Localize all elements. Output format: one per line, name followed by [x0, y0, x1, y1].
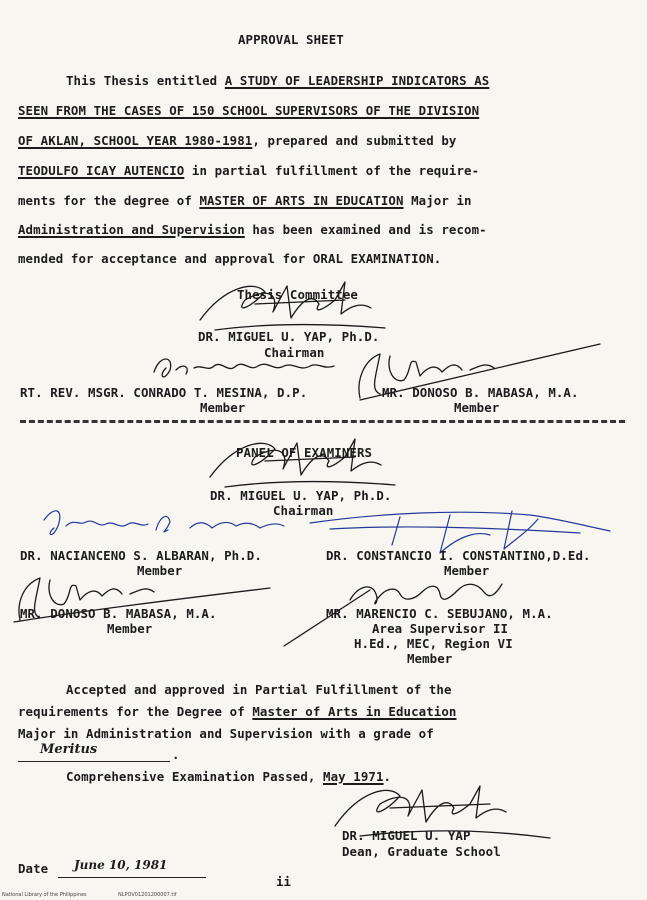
- signature-yap-2: [205, 435, 405, 495]
- committee-chair-name: DR. MIGUEL U. YAP, Ph.D.: [198, 329, 380, 344]
- intro-line-1: This Thesis entitled A STUDY OF LEADERSHIP INDICATORS AS: [66, 73, 490, 88]
- grade-value: Meritus: [40, 742, 98, 757]
- section-divider: [20, 420, 625, 423]
- degree-name: MASTER OF ARTS IN EDUCATION: [199, 193, 404, 208]
- author-name: TEODULFO ICAY AUTENCIO: [18, 163, 185, 178]
- exam-passed-line: Comprehensive Examination Passed, May 1971.: [66, 769, 392, 784]
- dean-role: Dean, Graduate School: [342, 844, 501, 859]
- signature-albaran: [40, 500, 300, 545]
- panel-member-3-name: MR. DONOSO B. MABASA, M.A.: [20, 606, 217, 621]
- grade-period: .: [172, 747, 180, 762]
- intro-line-6: Administration and Supervision has been examined and is recom-: [18, 222, 487, 237]
- committee-member-2-name: MR. DONOSO B. MABASA, M.A.: [382, 385, 579, 400]
- acceptance-line-1: Accepted and approved in Partial Fulfillment of the: [66, 682, 452, 697]
- acceptance-line-2: requirements for the Degree of Master of Arts in Education: [18, 704, 457, 719]
- panel-member-4-name: MR. MARENCIO C. SEBUJANO, M.A.: [326, 606, 553, 621]
- panel-member-1-name: DR. NACIANCENO S. ALBARAN, Ph.D.: [20, 548, 262, 563]
- footer-filename: NLPOV01201200007.tif: [118, 892, 177, 898]
- intro-line-5: ments for the degree of MASTER OF ARTS IN EDUCATION Major in: [18, 193, 472, 208]
- panel-member-4-title-2: H.Ed., MEC, Region VI: [354, 636, 513, 651]
- thesis-title: A STUDY OF LEADERSHIP INDICATORS AS: [224, 73, 490, 88]
- panel-heading: PANEL OF EXAMINERS: [236, 445, 373, 460]
- panel-member-4-title-1: Area Supervisor II: [372, 621, 509, 636]
- panel-member-3-role: Member: [107, 621, 153, 636]
- page-number: ii: [276, 874, 292, 889]
- panel-member-4-role: Member: [407, 651, 453, 666]
- exam-date: May 1971: [323, 769, 384, 784]
- major-name: Administration and Supervision: [18, 222, 245, 237]
- date-label: Date: [18, 861, 49, 876]
- signature-mesina: [150, 350, 350, 390]
- committee-member-2-role: Member: [454, 400, 500, 415]
- committee-member-1-role: Member: [200, 400, 246, 415]
- committee-member-1-name: RT. REV. MSGR. CONRADO T. MESINA, D.P.: [20, 385, 308, 400]
- panel-member-2-name: DR. CONSTANCIO I. CONSTANTINO,D.Ed.: [326, 548, 591, 563]
- footer-source: National Library of the Philippines: [2, 892, 87, 898]
- panel-chair-name: DR. MIGUEL U. YAP, Ph.D.: [210, 488, 392, 503]
- committee-chair-role: Chairman: [264, 345, 325, 360]
- dean-name: DR. MIGUEL U. YAP: [342, 828, 471, 843]
- date-value: June 10, 1981: [74, 858, 168, 872]
- intro-line-7: mended for acceptance and approval for ORAL EXAMINATION.: [18, 251, 442, 266]
- intro-line-4: TEODULFO ICAY AUTENCIO in partial fulfillment of the require-: [18, 163, 480, 178]
- grade-underline: [18, 761, 170, 762]
- page-title: APPROVAL SHEET: [238, 32, 344, 47]
- intro-line-3: OF AKLAN, SCHOOL YEAR 1980-1981, prepared and submitted by: [18, 133, 457, 148]
- committee-heading: Thesis Committee: [237, 287, 358, 302]
- accepted-degree: Master of Arts in Education: [252, 704, 457, 719]
- panel-member-2-role: Member: [444, 563, 490, 578]
- acceptance-line-3: Major in Administration and Supervision with a grade of: [18, 726, 434, 741]
- panel-chair-role: Chairman: [273, 503, 334, 518]
- panel-member-1-role: Member: [137, 563, 183, 578]
- date-underline: [58, 877, 206, 878]
- intro-line-2: SEEN FROM THE CASES OF 150 SCHOOL SUPERVISORS OF THE DIVISION: [18, 103, 480, 118]
